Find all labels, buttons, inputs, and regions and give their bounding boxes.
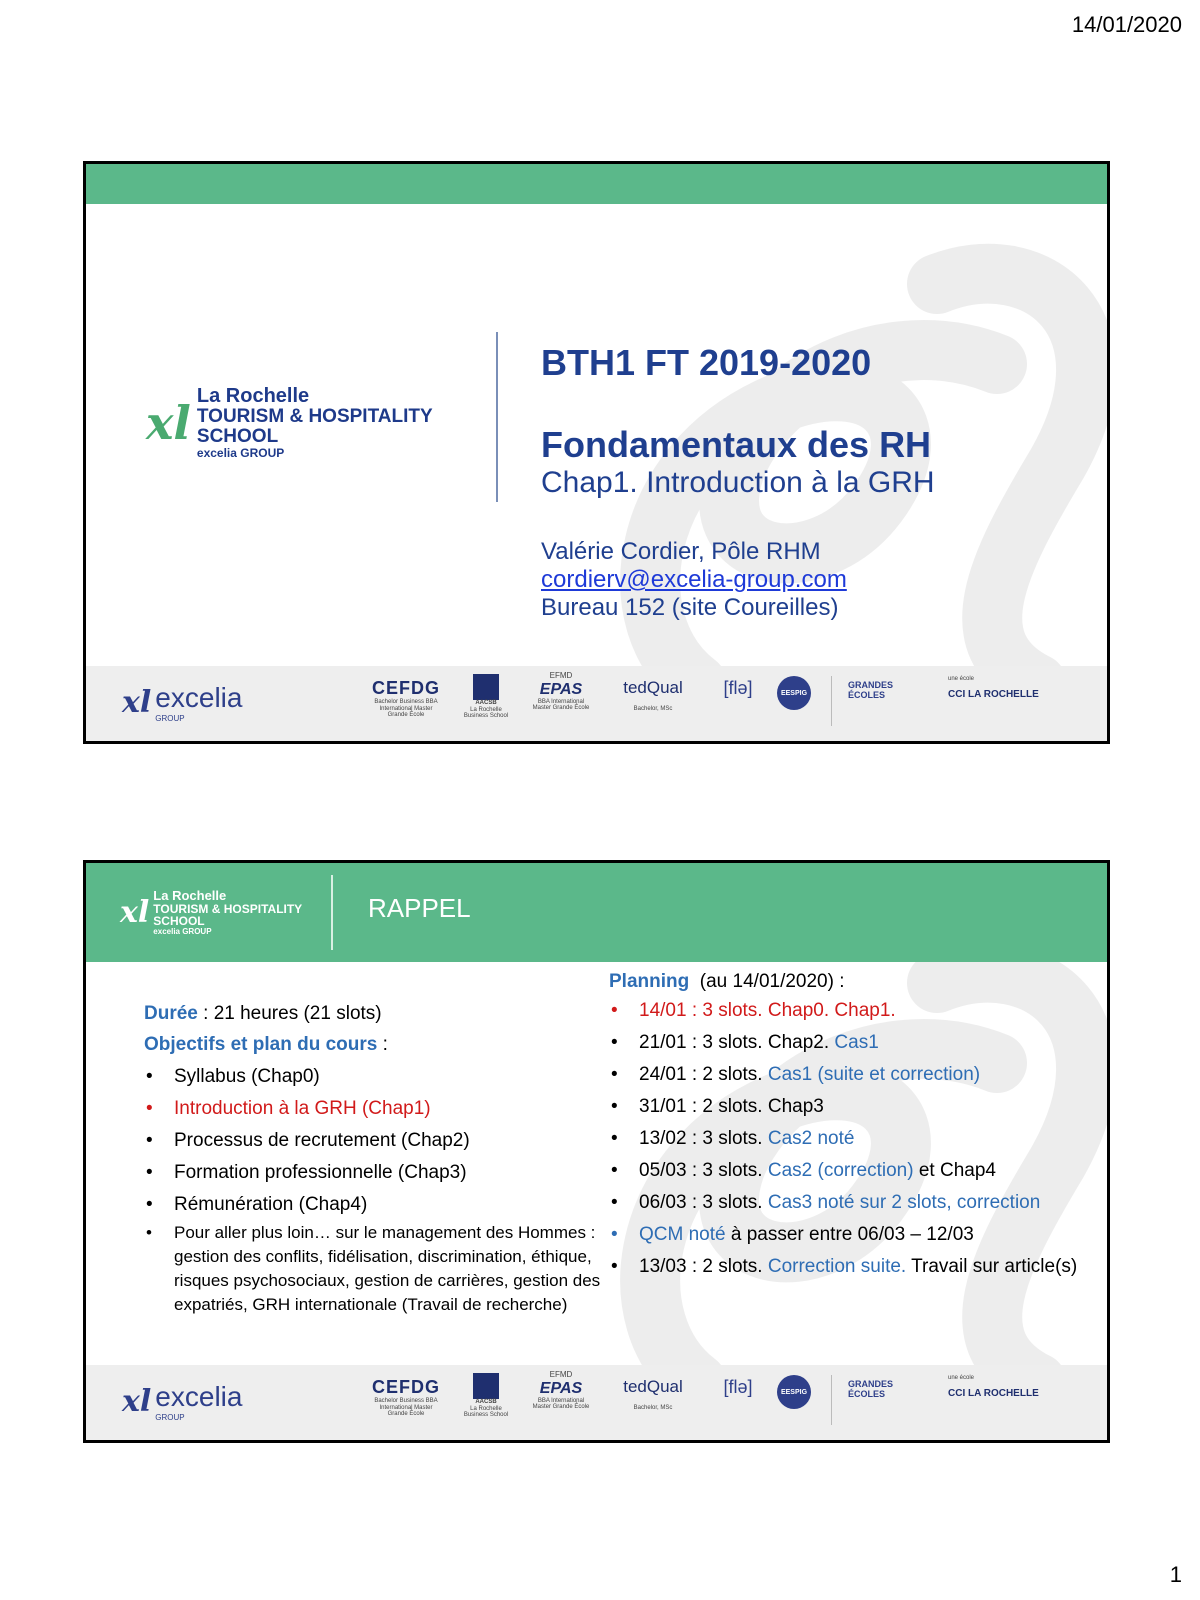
school-logo xyxy=(146,386,433,459)
cci-badge: une école CCI LA ROCHELLE xyxy=(948,1375,1039,1399)
xl-logo-icon: xl xyxy=(120,895,150,931)
aacsb-icon xyxy=(473,674,499,700)
title-area xyxy=(541,342,935,622)
slide-title: RAPPEL xyxy=(368,893,471,923)
slide-title: BTH1 FT 2019-2020 xyxy=(541,342,872,383)
footer-divider xyxy=(831,676,832,726)
excelia-logo xyxy=(122,682,242,723)
cge-badge: GRANDES ÉCOLES xyxy=(848,680,894,700)
list-item: • 13/03 : 2 slots. Correction suite. Travail sur article(s) xyxy=(611,1256,1078,1277)
logo-line1: La Rochelle xyxy=(196,385,310,407)
list-item: • Formation professionnelle (Chap3) xyxy=(146,1162,467,1183)
excelia-xl-icon: xl xyxy=(122,685,152,720)
planning-list xyxy=(609,997,1079,1281)
office: Bureau 152 (site Coureilles) xyxy=(541,594,839,621)
planning: Planning (au 14/01/2020) : • 14/01 : 3 slots. Chap0. Chap1. • 21/01 : 3 slots. Chap2. Cas1 • 24/01 : 2 slots. Cas1 (suite et correction) • 31/01 : 2 slots. Chap3 • 13/02 : 3 slots. Cas2 noté • 05/03 : 3 slots. Cas2 (correction) et Chap4 • 06/03 : 3 slots. Cas3 noté sur 2 slots, correction • QCM noté à passer entre 06/03 – 12/03 • 13/03 : 2 slots. Correction suite. Travail sur article(s) xyxy=(609,967,1079,1281)
cefdg-badge: CEFDG Bachelor Business BBA International Master Grande École xyxy=(372,678,440,719)
epas-badge: EFMD EPAS BBA International Master Grande École xyxy=(532,1370,590,1411)
accreditation-footer xyxy=(86,666,1107,741)
list-item: • 06/03 : 3 slots. Cas3 noté sur 2 slots, correction xyxy=(611,1192,1041,1213)
fle-badge: [flə] xyxy=(723,1377,753,1397)
tedqual-badge: tedQual Bachelor, MSc xyxy=(623,1377,683,1411)
tedqual-badge: tedQual Bachelor, MSc xyxy=(623,678,683,712)
chapter-title: Chap1. Introduction à la GRH xyxy=(541,466,935,499)
course-info: Durée : 21 heures (21 slots) Objectifs et plan du cours : • Syllabus (Chap0) • Introduction à la GRH (Chap1) • Processus de recrutement (Chap2) • Formation professionnelle (Chap3) • Rémunération (Chap4) • Pour aller plus loin… sur le management des Hommes : gestion des conflits, fidélisation, discrimination, éthique, risques psychosociaux, gestion de carrières, gestion des expatriés, GRH internationale (Travail de recherche) xyxy=(144,999,604,1317)
objectives-list xyxy=(144,1061,604,1221)
excelia-brand: excelia xyxy=(155,1381,243,1412)
header-logo: xl La Rochelle TOURISM & HOSPITALITY SCHOOL excelia GROUP xyxy=(120,888,303,936)
email-link[interactable]: cordierv@excelia-group.com xyxy=(541,566,847,593)
page-number: 1 xyxy=(1169,1562,1182,1587)
excelia-brand-sub: GROUP xyxy=(155,1413,185,1422)
list-item: • 05/03 : 3 slots. Cas2 (correction) et Chap4 xyxy=(611,1160,996,1181)
excelia-brand: excelia xyxy=(155,682,243,713)
fle-badge: [flə] xyxy=(723,678,753,698)
list-item: • 31/01 : 2 slots. Chap3 xyxy=(611,1096,824,1117)
xl-logo-icon: xl xyxy=(146,395,191,450)
list-item: • Pour aller plus loin… sur le management des Hommes : gestion des conflits, fidélisation, discrimination, éthique, risques psychosociaux, gestion de carrières, gestion des expatriés, GRH internationale (Travail de recherche) xyxy=(146,1223,601,1314)
page-date: 14/01/2020 xyxy=(1071,12,1182,37)
cci-badge: une école CCI LA ROCHELLE xyxy=(948,676,1039,700)
logo-line2: TOURISM & HOSPITALITY xyxy=(196,406,433,427)
list-item: • Rémunération (Chap4) xyxy=(146,1194,368,1215)
logo-line4: excelia GROUP xyxy=(196,445,285,460)
excelia-brand-sub: GROUP xyxy=(155,714,185,723)
list-item: • 24/01 : 2 slots. Cas1 (suite et correction) xyxy=(611,1064,981,1085)
accreditation-footer xyxy=(86,1365,1107,1440)
aacsb-badge: AACSB La Rochelle Business School xyxy=(461,674,511,720)
title-slide xyxy=(83,161,1110,744)
cefdg-badge: CEFDG Bachelor Business BBA International Master Grande École xyxy=(372,1377,440,1418)
list-item: • Introduction à la GRH (Chap1) xyxy=(146,1098,431,1119)
aacsb-icon xyxy=(473,1373,499,1399)
excelia-logo xyxy=(122,1381,242,1422)
footer-divider xyxy=(831,1375,832,1425)
course-title: Fondamentaux des RH xyxy=(541,424,932,465)
list-item: • 21/01 : 3 slots. Chap2. Cas1 xyxy=(611,1032,879,1053)
aacsb-badge: AACSB La Rochelle Business School xyxy=(461,1373,511,1419)
list-item: • Syllabus (Chap0) xyxy=(146,1066,320,1087)
author: Valérie Cordier, Pôle RHM xyxy=(541,538,821,565)
eespig-badge: EESPIG xyxy=(774,676,814,710)
logo-line3: SCHOOL xyxy=(196,425,279,447)
top-green-bar xyxy=(86,164,1107,204)
excelia-xl-icon: xl xyxy=(122,1384,152,1419)
slide-header xyxy=(86,863,1107,962)
epas-badge: EFMD EPAS BBA International Master Grande École xyxy=(532,671,590,712)
header-divider xyxy=(331,875,333,950)
eespig-badge: EESPIG xyxy=(774,1375,814,1409)
list-item: • 14/01 : 3 slots. Chap0. Chap1. xyxy=(611,1000,896,1021)
divider xyxy=(496,332,498,502)
list-item: • Processus de recrutement (Chap2) xyxy=(146,1130,470,1151)
list-item: • 13/02 : 3 slots. Cas2 noté xyxy=(611,1128,855,1149)
cge-badge: GRANDES ÉCOLES xyxy=(848,1379,894,1399)
rappel-slide xyxy=(83,860,1110,1443)
list-item: • QCM noté à passer entre 06/03 – 12/03 xyxy=(611,1224,974,1245)
